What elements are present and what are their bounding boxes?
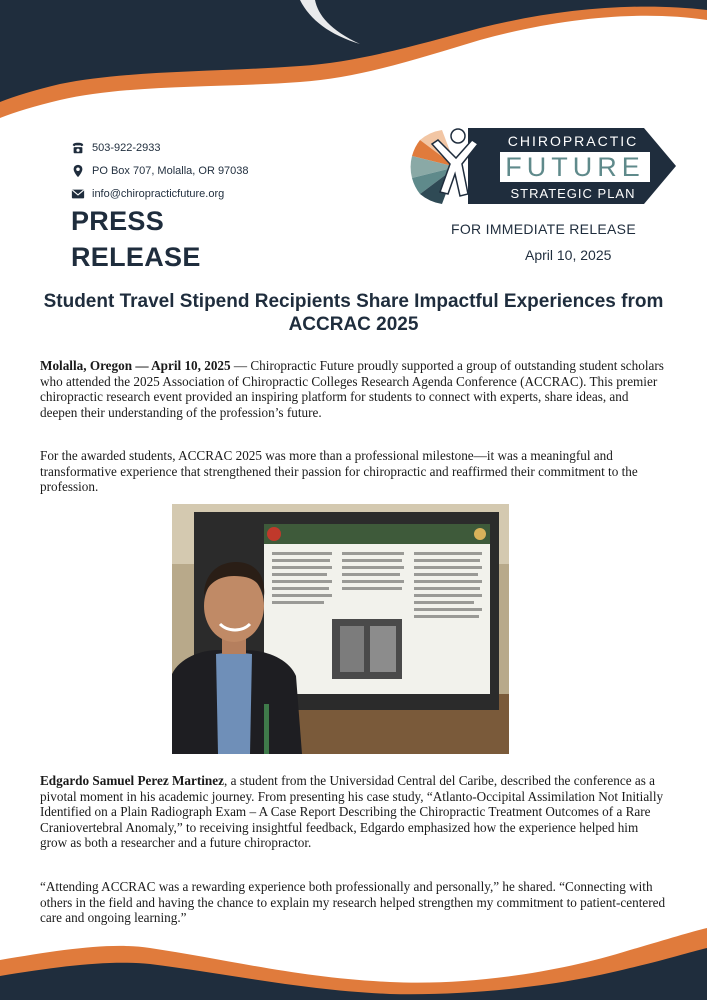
envelope-icon	[71, 187, 85, 201]
paragraph-quote	[40, 879, 668, 926]
paragraph-experience	[40, 448, 668, 495]
paragraph-edgardo-text: , a student from the Universidad Central del Caribe, described the conference as a pivotal moment in his academic journey. From presenting his case study, “Atlanto-Occipital Assimilation Not Initially Identified on a Plain Radiograph Exam – A Case Report Describing the Chiropractic Treatment Outcomes of a Rare Craniovertebral Anomaly,” to receiving insightful feedback, Edgardo emphasized how the experience helped him grow as both a researcher and a future chiropractor.	[40, 773, 664, 851]
phone-text: 503-922-2933	[92, 141, 161, 154]
phone-row	[71, 136, 249, 159]
press-release-heading	[71, 203, 201, 275]
contact-info	[71, 136, 249, 205]
location-pin-icon	[71, 164, 85, 178]
paragraph-intro	[40, 358, 668, 420]
press-line-1: PRESS	[71, 206, 165, 236]
chiropractic-future-logo	[410, 126, 678, 208]
phone-icon	[71, 141, 85, 155]
paragraph-edgardo	[40, 773, 668, 851]
student-name: Edgardo Samuel Perez Martinez	[40, 773, 224, 788]
logo-line-2: FUTURE	[505, 152, 645, 182]
paragraph-intro-text: — Chiropractic Future proudly supported a group of outstanding student scholars who attended the 2025 Association of Chiropractic Colleges Research Agenda Conference (ACCRAC). This premier chiropractic research event provided an inspiring platform for students to connect with experts, share ideas, and deepen their understanding of the profession’s future.	[40, 358, 664, 420]
paragraph-experience-text: For the awarded students, ACCRAC 2025 was more than a professional milestone—it was a meaningful and transformative experience that strengthened their passion for chiropractic and reaffirmed their commitment to the profession.	[40, 448, 638, 495]
email-row	[71, 182, 249, 205]
logo-line-1: CHIROPRACTIC	[507, 133, 639, 149]
logo-line-3: STRATEGIC PLAN	[510, 186, 636, 201]
press-line-2: RELEASE	[71, 242, 201, 272]
header-wave-decoration	[0, 0, 707, 140]
address-text: PO Box 707, Molalla, OR 97038	[92, 164, 249, 177]
paragraph-quote-text: “Attending ACCRAC was a rewarding experience both professionally and personally,” he shared. “Connecting with others in the field and having the chance to explain my research helped strengthen my commitment to patient-centered care and ongoing learning.”	[40, 879, 666, 926]
dateline: Molalla, Oregon — April 10, 2025	[40, 358, 231, 373]
headline: Student Travel Stipend Recipients Share Impactful Experiences from ACCRAC 2025	[43, 291, 664, 335]
address-row	[71, 159, 249, 182]
release-date: April 10, 2025	[525, 247, 612, 263]
release-label: FOR IMMEDIATE RELEASE	[451, 221, 636, 237]
student-poster-photo	[172, 504, 509, 754]
email-text: info@chiropracticfuture.org	[92, 187, 225, 200]
